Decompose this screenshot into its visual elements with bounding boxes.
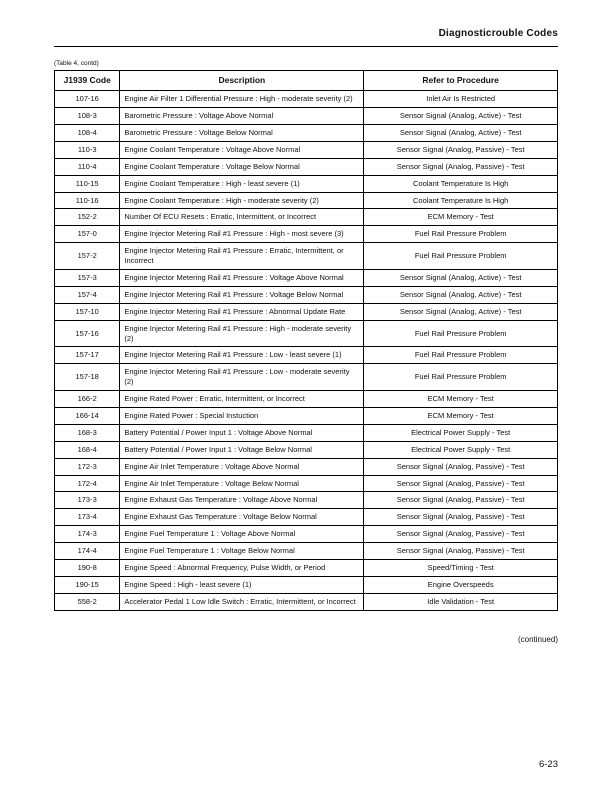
code-cell: 152-2: [55, 209, 120, 226]
description-cell: Engine Injector Metering Rail #1 Pressure : Voltage Above Normal: [120, 270, 364, 287]
procedure-cell: Sensor Signal (Analog, Passive) - Test: [364, 458, 558, 475]
description-cell: Engine Air Inlet Temperature : Voltage Above Normal: [120, 458, 364, 475]
code-cell: 110-3: [55, 141, 120, 158]
description-cell: Barometric Pressure : Voltage Below Normal: [120, 125, 364, 142]
description-cell: Engine Injector Metering Rail #1 Pressure : Low - least severe (1): [120, 347, 364, 364]
procedure-cell: Sensor Signal (Analog, Active) - Test: [364, 125, 558, 142]
description-cell: Engine Air Filter 1 Differential Pressure : High - moderate severity (2): [120, 91, 364, 108]
code-cell: 173-3: [55, 492, 120, 509]
procedure-cell: Fuel Rail Pressure Problem: [364, 320, 558, 347]
table-row: [55, 108, 558, 125]
table-row: [55, 560, 558, 577]
description-cell: Engine Air Inlet Temperature : Voltage Below Normal: [120, 475, 364, 492]
code-cell: 190-8: [55, 560, 120, 577]
procedure-cell: Inlet Air Is Restricted: [364, 91, 558, 108]
code-cell: 157-16: [55, 320, 120, 347]
description-cell: Engine Rated Power : Special Instuction: [120, 408, 364, 425]
table-row: [55, 347, 558, 364]
code-cell: 108-3: [55, 108, 120, 125]
description-cell: Number Of ECU Resets : Erratic, Intermittent, or Incorrect: [120, 209, 364, 226]
procedure-cell: Sensor Signal (Analog, Active) - Test: [364, 108, 558, 125]
code-cell: 172-4: [55, 475, 120, 492]
table-row: [55, 158, 558, 175]
description-cell: Engine Speed : High - least severe (1): [120, 576, 364, 593]
table-row: [55, 458, 558, 475]
table-row: [55, 175, 558, 192]
procedure-cell: ECM Memory - Test: [364, 209, 558, 226]
procedure-cell: Sensor Signal (Analog, Passive) - Test: [364, 158, 558, 175]
description-cell: Engine Speed : Abnormal Frequency, Pulse Width, or Period: [120, 560, 364, 577]
code-cell: 168-3: [55, 424, 120, 441]
table-row: [55, 270, 558, 287]
code-cell: 173-4: [55, 509, 120, 526]
procedure-cell: Idle Validation - Test: [364, 593, 558, 610]
code-cell: 110-15: [55, 175, 120, 192]
procedure-cell: Electrical Power Supply - Test: [364, 441, 558, 458]
procedure-cell: Speed/Timing - Test: [364, 560, 558, 577]
procedure-cell: Coolant Temperature Is High: [364, 192, 558, 209]
table-row: [55, 125, 558, 142]
description-cell: Engine Coolant Temperature : Voltage Below Normal: [120, 158, 364, 175]
code-cell: 172-3: [55, 458, 120, 475]
column-header: Refer to Procedure: [364, 71, 558, 91]
code-cell: 157-4: [55, 286, 120, 303]
description-cell: Engine Injector Metering Rail #1 Pressure : Erratic, Intermittent, or Incorrect: [120, 243, 364, 270]
code-cell: 190-15: [55, 576, 120, 593]
procedure-cell: Coolant Temperature Is High: [364, 175, 558, 192]
continued-note: (continued): [517, 634, 558, 644]
procedure-cell: Sensor Signal (Analog, Passive) - Test: [364, 492, 558, 509]
description-cell: Engine Rated Power : Erratic, Intermittent, or Incorrect: [120, 391, 364, 408]
code-cell: 558-2: [55, 593, 120, 610]
table-row: [55, 320, 558, 347]
table-row: [55, 364, 558, 391]
procedure-cell: ECM Memory - Test: [364, 408, 558, 425]
description-cell: Engine Injector Metering Rail #1 Pressure : Low - moderate severity (2): [120, 364, 364, 391]
table-row: [55, 226, 558, 243]
description-cell: Engine Injector Metering Rail #1 Pressure : Abnormal Update Rate: [120, 303, 364, 320]
procedure-cell: Engine Overspeeds: [364, 576, 558, 593]
description-cell: Engine Fuel Temperature 1 : Voltage Below Normal: [120, 543, 364, 560]
code-cell: 157-2: [55, 243, 120, 270]
code-cell: 157-17: [55, 347, 120, 364]
column-header: J1939 Code: [55, 71, 120, 91]
procedure-cell: Sensor Signal (Analog, Passive) - Test: [364, 475, 558, 492]
description-cell: Engine Injector Metering Rail #1 Pressure : Voltage Below Normal: [120, 286, 364, 303]
table-row: [55, 526, 558, 543]
description-cell: Battery Potential / Power Input 1 : Voltage Below Normal: [120, 441, 364, 458]
code-cell: 166-14: [55, 408, 120, 425]
table-row: [55, 192, 558, 209]
procedure-cell: Sensor Signal (Analog, Passive) - Test: [364, 141, 558, 158]
code-cell: 166-2: [55, 391, 120, 408]
table-row: [55, 303, 558, 320]
page-header-title: Diagnosticrouble Codes: [438, 28, 558, 39]
procedure-cell: Electrical Power Supply - Test: [364, 424, 558, 441]
column-header: Description: [120, 71, 364, 91]
description-cell: Engine Injector Metering Rail #1 Pressure : High - moderate severity (2): [120, 320, 364, 347]
code-cell: 157-18: [55, 364, 120, 391]
table-row: [55, 475, 558, 492]
code-cell: 108-4: [55, 125, 120, 142]
description-cell: Engine Injector Metering Rail #1 Pressure : High - most severe (3): [120, 226, 364, 243]
table-row: [55, 243, 558, 270]
table-row: [55, 441, 558, 458]
code-cell: 168-4: [55, 441, 120, 458]
table-row: [55, 593, 558, 610]
header-rule: [54, 46, 558, 47]
procedure-cell: Fuel Rail Pressure Problem: [364, 243, 558, 270]
code-cell: 157-10: [55, 303, 120, 320]
procedure-cell: Sensor Signal (Analog, Active) - Test: [364, 303, 558, 320]
procedure-cell: Fuel Rail Pressure Problem: [364, 347, 558, 364]
procedure-cell: Sensor Signal (Analog, Passive) - Test: [364, 543, 558, 560]
procedure-cell: Sensor Signal (Analog, Active) - Test: [364, 286, 558, 303]
code-cell: 157-0: [55, 226, 120, 243]
description-cell: Battery Potential / Power Input 1 : Voltage Above Normal: [120, 424, 364, 441]
table-row: [55, 543, 558, 560]
procedure-cell: Fuel Rail Pressure Problem: [364, 226, 558, 243]
table-row: [55, 286, 558, 303]
table-row: [55, 391, 558, 408]
description-cell: Engine Coolant Temperature : High - moderate severity (2): [120, 192, 364, 209]
code-cell: 157-3: [55, 270, 120, 287]
description-cell: Engine Coolant Temperature : High - least severe (1): [120, 175, 364, 192]
table-row: [55, 91, 558, 108]
table-header-row: [55, 71, 558, 91]
description-cell: Accelerator Pedal 1 Low Idle Switch : Erratic, Intermittent, or Incorrect: [120, 593, 364, 610]
diagnostic-codes-table: [54, 70, 558, 611]
code-cell: 174-3: [55, 526, 120, 543]
table-row: [55, 492, 558, 509]
description-cell: Barometric Pressure : Voltage Above Normal: [120, 108, 364, 125]
description-cell: Engine Exhaust Gas Temperature : Voltage Above Normal: [120, 492, 364, 509]
table-row: [55, 408, 558, 425]
page-number: 6-23: [538, 759, 558, 770]
procedure-cell: Sensor Signal (Analog, Active) - Test: [364, 270, 558, 287]
procedure-cell: ECM Memory - Test: [364, 391, 558, 408]
table-continuation-note: (Table 4, contd): [54, 60, 99, 67]
table-row: [55, 509, 558, 526]
table-row: [55, 424, 558, 441]
code-cell: 174-4: [55, 543, 120, 560]
description-cell: Engine Coolant Temperature : Voltage Above Normal: [120, 141, 364, 158]
procedure-cell: Sensor Signal (Analog, Passive) - Test: [364, 509, 558, 526]
table-row: [55, 209, 558, 226]
table-row: [55, 141, 558, 158]
code-cell: 110-16: [55, 192, 120, 209]
procedure-cell: Sensor Signal (Analog, Passive) - Test: [364, 526, 558, 543]
code-cell: 107-16: [55, 91, 120, 108]
code-cell: 110-4: [55, 158, 120, 175]
description-cell: Engine Fuel Temperature 1 : Voltage Above Normal: [120, 526, 364, 543]
description-cell: Engine Exhaust Gas Temperature : Voltage Below Normal: [120, 509, 364, 526]
table-row: [55, 576, 558, 593]
procedure-cell: Fuel Rail Pressure Problem: [364, 364, 558, 391]
